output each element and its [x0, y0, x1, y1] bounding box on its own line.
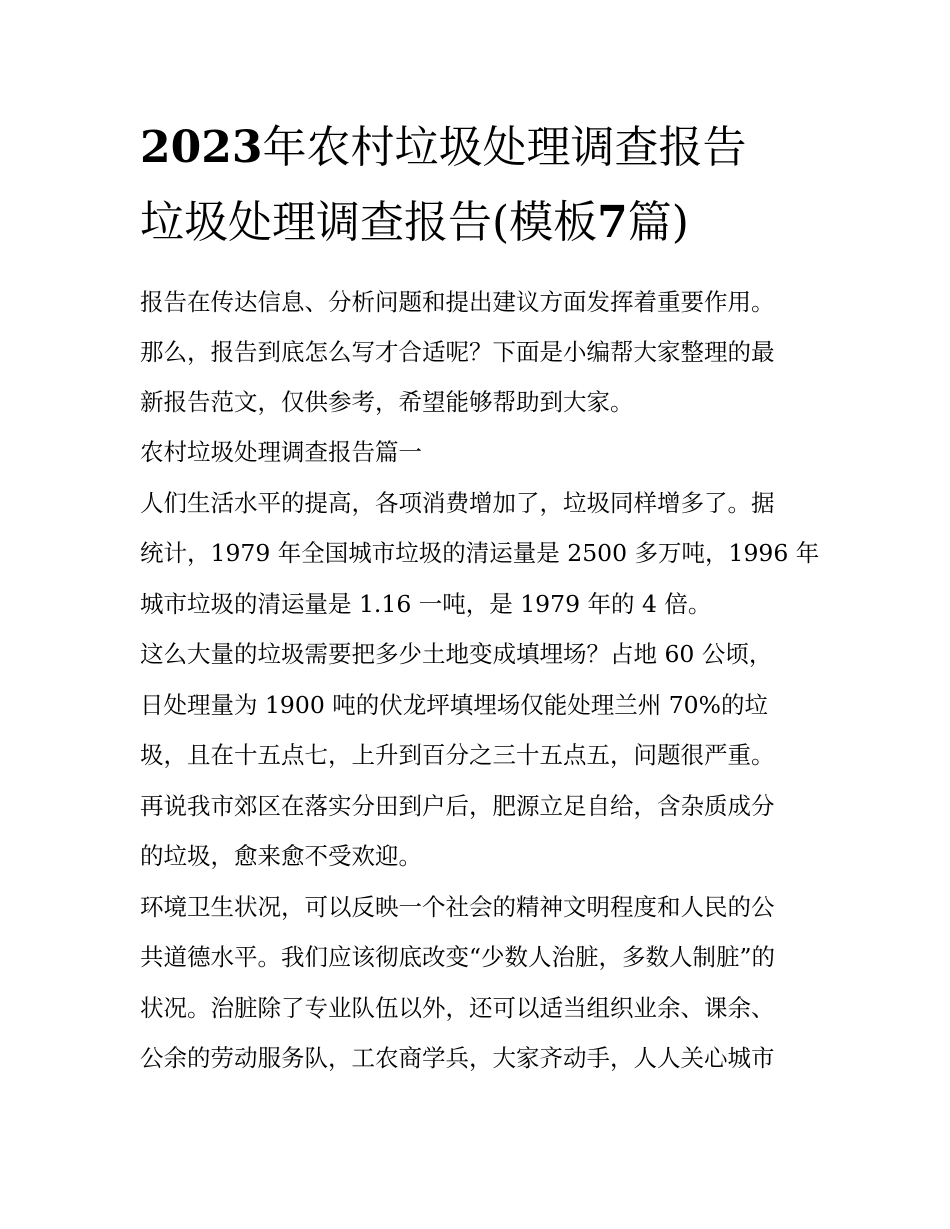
- body-line: 环境卫生状况，可以反映一个社会的精神文明程度和人民的公: [140, 893, 775, 921]
- title-count: 7: [597, 197, 628, 248]
- body-line: 圾，且在十五点七，上升到百分之三十五点五，问题很严重。: [140, 741, 775, 769]
- title-text: 年农村垃圾处理调查报告: [262, 122, 747, 173]
- body-line: 状况。治脏除了专业队伍以外，还可以适当组织业余、课余、: [140, 994, 775, 1022]
- title-year: 2023: [140, 122, 263, 173]
- title-text-part-1: 垃圾处理调查报告(模板: [140, 197, 598, 248]
- document-title-line-2: [140, 187, 820, 259]
- body-line: 城市垃圾的清运量是 1.16 一吨，是 1979 年的 4 倍。: [140, 590, 712, 618]
- title-text-part-2: 篇): [627, 197, 689, 248]
- body-line: 新报告范文，仅供参考，希望能够帮助到大家。: [140, 388, 634, 416]
- body-line: 人们生活水平的提高，各项消费增加了，垃圾同样增多了。据: [140, 489, 775, 517]
- document-title-line-1: [140, 112, 820, 184]
- body-line: 的垃圾，愈来愈不受欢迎。: [140, 842, 422, 870]
- section-heading: 农村垃圾处理调查报告篇一: [140, 438, 422, 466]
- body-line: 共道德水平。我们应该彻底改变“少数人治脏，多数人制脏”的: [140, 943, 776, 971]
- body-line: 统计，1979 年全国城市垃圾的清运量是 2500 多万吨，1996 年: [140, 539, 820, 567]
- body-line: 再说我市郊区在落实分田到户后，肥源立足自给，含杂质成分: [140, 792, 775, 820]
- body-line: 这么大量的垃圾需要把多少土地变成填埋场？占地 60 公顷，: [140, 640, 773, 668]
- body-line: 公余的劳动服务队，工农商学兵，大家齐动手，人人关心城市: [140, 1044, 775, 1072]
- body-line: 日处理量为 1900 吨的伏龙坪填埋场仅能处理兰州 70%的垃: [140, 691, 768, 719]
- body-line: 报告在传达信息、分析问题和提出建议方面发挥着重要作用。: [140, 288, 775, 316]
- body-line: 那么，报告到底怎么写才合适呢？下面是小编帮大家整理的最: [140, 338, 775, 366]
